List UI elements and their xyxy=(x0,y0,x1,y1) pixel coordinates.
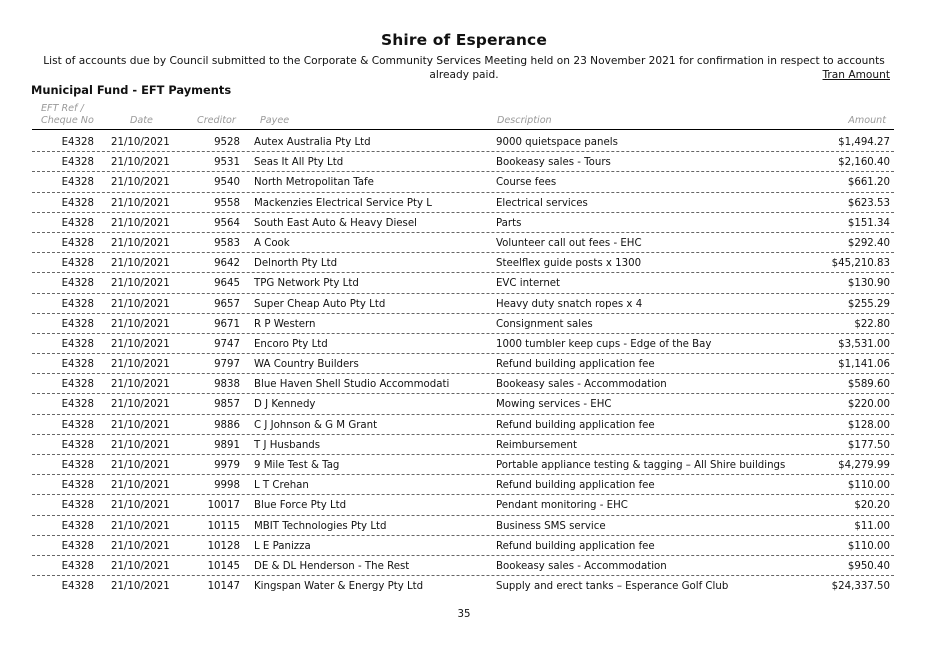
column-header-date: Date xyxy=(130,115,153,126)
description-cell: Refund building application fee xyxy=(496,419,655,431)
creditor-cell: 9642 xyxy=(214,258,240,270)
date-cell: 21/10/2021 xyxy=(111,379,170,391)
creditor-cell: 10017 xyxy=(207,500,240,512)
date-cell: 21/10/2021 xyxy=(111,540,170,552)
amount-cell: $292.40 xyxy=(847,237,890,249)
amount-cell: $220.00 xyxy=(847,399,890,411)
amount-cell: $3,531.00 xyxy=(838,338,890,350)
description-cell: Steelflex guide posts x 1300 xyxy=(496,258,642,270)
creditor-cell: 10128 xyxy=(207,540,240,552)
header-rule xyxy=(32,129,894,130)
amount-cell: $110.00 xyxy=(847,540,890,552)
payee-cell: Blue Force Pty Ltd xyxy=(254,500,347,512)
eft-ref-cell: E4328 xyxy=(61,399,94,411)
eft-ref-cell: E4328 xyxy=(61,520,94,532)
description-cell: 1000 tumbler keep cups - Edge of the Bay xyxy=(496,338,712,350)
creditor-cell: 9747 xyxy=(214,338,240,350)
payee-cell: C J Johnson & G M Grant xyxy=(254,419,378,431)
date-cell: 21/10/2021 xyxy=(111,520,170,532)
payee-cell: T J Husbands xyxy=(254,439,321,451)
payee-cell: South East Auto & Heavy Diesel xyxy=(254,217,417,229)
payee-cell: A Cook xyxy=(254,237,290,249)
table-row xyxy=(32,193,894,213)
eft-ref-cell: E4328 xyxy=(61,460,94,471)
description-cell: EVC internet xyxy=(496,278,561,290)
page-title: Shire of Esperance xyxy=(381,31,547,49)
description-cell: Heavy duty snatch ropes x 4 xyxy=(496,298,643,310)
eft-ref-cell: E4328 xyxy=(61,581,94,593)
creditor-cell: 9886 xyxy=(214,419,240,431)
eft-ref-cell: E4328 xyxy=(61,500,94,512)
eft-ref-cell: E4328 xyxy=(61,237,94,249)
payee-cell: MBIT Technologies Pty Ltd xyxy=(254,520,387,532)
date-cell: 21/10/2021 xyxy=(111,480,170,492)
table-row xyxy=(32,152,894,172)
amount-cell: $45,210.83 xyxy=(831,258,890,270)
date-cell: 21/10/2021 xyxy=(111,137,170,148)
date-cell: 21/10/2021 xyxy=(111,237,170,249)
payee-cell: Encoro Pty Ltd xyxy=(254,338,328,350)
table-row xyxy=(32,294,894,314)
description-cell: Business SMS service xyxy=(496,520,606,532)
table-row xyxy=(32,475,894,495)
column-header-ref xyxy=(41,103,94,127)
date-cell: 21/10/2021 xyxy=(111,197,170,209)
date-cell: 21/10/2021 xyxy=(111,460,170,471)
date-cell: 21/10/2021 xyxy=(111,157,170,169)
payee-cell: 9 Mile Test & Tag xyxy=(254,460,340,471)
amount-cell: $950.40 xyxy=(847,560,890,572)
table-row xyxy=(32,273,894,293)
description-cell: Mowing services - EHC xyxy=(496,399,612,411)
eft-ref-cell: E4328 xyxy=(61,540,94,552)
table-row xyxy=(32,516,894,536)
payee-cell: L E Panizza xyxy=(254,540,311,552)
creditor-cell: 10147 xyxy=(207,581,240,593)
amount-cell: $177.50 xyxy=(847,439,890,451)
creditor-cell: 9671 xyxy=(214,318,240,330)
creditor-cell: 9979 xyxy=(214,460,240,471)
eft-ref-cell: E4328 xyxy=(61,298,94,310)
eft-ref-cell: E4328 xyxy=(61,379,94,391)
eft-ref-cell: E4328 xyxy=(61,157,94,169)
table-row xyxy=(32,374,894,394)
date-cell: 21/10/2021 xyxy=(111,298,170,310)
amount-cell: $2,160.40 xyxy=(838,157,890,169)
table-row xyxy=(32,132,894,152)
description-cell: Pendant monitoring - EHC xyxy=(496,500,628,512)
date-cell: 21/10/2021 xyxy=(111,217,170,229)
creditor-cell: 9558 xyxy=(214,197,240,209)
date-cell: 21/10/2021 xyxy=(111,419,170,431)
payee-cell: Mackenzies Electrical Service Pty L xyxy=(254,197,432,209)
eft-ref-cell: E4328 xyxy=(61,439,94,451)
date-cell: 21/10/2021 xyxy=(111,258,170,270)
description-cell: Refund building application fee xyxy=(496,540,655,552)
date-cell: 21/10/2021 xyxy=(111,318,170,330)
date-cell: 21/10/2021 xyxy=(111,439,170,451)
payee-cell: Blue Haven Shell Studio Accommodati xyxy=(254,379,450,391)
column-header-ref-line2: Cheque No xyxy=(41,115,94,126)
description-cell: Supply and erect tanks – Esperance Golf Club xyxy=(496,581,729,593)
amount-cell: $4,279.99 xyxy=(838,460,890,471)
date-cell: 21/10/2021 xyxy=(111,399,170,411)
payee-cell: DE & DL Henderson - The Rest xyxy=(254,560,410,572)
payee-cell: Kingspan Water & Energy Pty Ltd xyxy=(254,581,424,593)
date-cell: 21/10/2021 xyxy=(111,359,170,371)
column-header-ref-line1: EFT Ref / xyxy=(41,103,84,114)
column-header-payee: Payee xyxy=(260,115,290,126)
eft-ref-cell: E4328 xyxy=(61,419,94,431)
eft-ref-cell: E4328 xyxy=(61,560,94,572)
table-row xyxy=(32,394,894,414)
amount-cell: $24,337.50 xyxy=(831,581,890,593)
description-cell: Consignment sales xyxy=(496,318,593,330)
table-row xyxy=(32,172,894,192)
amount-cell: $1,141.06 xyxy=(838,359,890,371)
payee-cell: TPG Network Pty Ltd xyxy=(254,278,359,290)
table-row xyxy=(32,495,894,515)
amount-cell: $1,494.27 xyxy=(838,137,890,148)
amount-cell: $151.34 xyxy=(847,217,890,229)
description-cell: 9000 quietspace panels xyxy=(496,137,618,148)
eft-ref-cell: E4328 xyxy=(61,318,94,330)
payee-cell: R P Western xyxy=(254,318,316,330)
eft-ref-cell: E4328 xyxy=(61,359,94,371)
payee-cell: Seas It All Pty Ltd xyxy=(254,157,344,169)
creditor-cell: 9657 xyxy=(214,298,240,310)
date-cell: 21/10/2021 xyxy=(111,177,170,189)
creditor-cell: 9583 xyxy=(214,237,240,249)
creditor-cell: 9891 xyxy=(214,439,240,451)
payee-cell: D J Kennedy xyxy=(254,399,316,411)
creditor-cell: 9531 xyxy=(214,157,240,169)
description-cell: Refund building application fee xyxy=(496,359,655,371)
amount-cell: $110.00 xyxy=(847,480,890,492)
table-row xyxy=(32,233,894,253)
amount-cell: $623.53 xyxy=(847,197,890,209)
amount-cell: $11.00 xyxy=(854,520,890,532)
eft-ref-cell: E4328 xyxy=(61,338,94,350)
creditor-cell: 9838 xyxy=(214,379,240,391)
date-cell: 21/10/2021 xyxy=(111,560,170,572)
creditor-cell: 9645 xyxy=(214,278,240,290)
description-cell: Bookeasy sales - Accommodation xyxy=(496,560,667,572)
table-row xyxy=(32,213,894,233)
amount-cell: $128.00 xyxy=(847,419,890,431)
amount-cell: $20.20 xyxy=(854,500,890,512)
payee-cell: North Metropolitan Tafe xyxy=(254,177,374,189)
amount-cell: $22.80 xyxy=(854,318,890,330)
payments-table xyxy=(32,132,894,596)
tran-amount-label: Tran Amount xyxy=(822,69,890,81)
creditor-cell: 9797 xyxy=(214,359,240,371)
table-row xyxy=(32,435,894,455)
amount-cell: $661.20 xyxy=(847,177,890,189)
description-cell: Electrical services xyxy=(496,197,588,209)
payee-cell: WA Country Builders xyxy=(254,359,359,371)
report-subtitle: List of accounts due by Council submitted to the Corporate & Community Services Meeting held on 23 November 2021 for confirmation in respect to accounts already paid. xyxy=(43,55,885,81)
creditor-cell: 10115 xyxy=(207,520,240,532)
column-header-amount: Amount xyxy=(848,115,886,126)
creditor-cell: 9857 xyxy=(214,399,240,411)
description-cell: Bookeasy sales - Tours xyxy=(496,157,611,169)
table-row xyxy=(32,253,894,273)
creditor-cell: 9998 xyxy=(214,480,240,492)
date-cell: 21/10/2021 xyxy=(111,278,170,290)
description-cell: Refund building application fee xyxy=(496,480,655,492)
eft-ref-cell: E4328 xyxy=(61,177,94,189)
eft-ref-cell: E4328 xyxy=(61,137,94,148)
date-cell: 21/10/2021 xyxy=(111,500,170,512)
payee-cell: Delnorth Pty Ltd xyxy=(254,258,338,270)
description-cell: Bookeasy sales - Accommodation xyxy=(496,379,667,391)
description-cell: Course fees xyxy=(496,177,557,189)
column-header-description: Description xyxy=(497,115,552,126)
eft-ref-cell: E4328 xyxy=(61,258,94,270)
table-row xyxy=(32,334,894,354)
description-cell: Portable appliance testing & tagging – All Shire buildings xyxy=(496,460,786,471)
payee-cell: Autex Australia Pty Ltd xyxy=(254,137,371,148)
table-row xyxy=(32,455,894,475)
date-cell: 21/10/2021 xyxy=(111,338,170,350)
fund-title: Municipal Fund - EFT Payments xyxy=(31,83,232,97)
description-cell: Parts xyxy=(496,217,522,229)
creditor-cell: 9528 xyxy=(214,137,240,148)
payee-cell: Super Cheap Auto Pty Ltd xyxy=(254,298,386,310)
description-cell: Reimbursement xyxy=(496,439,577,451)
amount-cell: $589.60 xyxy=(847,379,890,391)
eft-ref-cell: E4328 xyxy=(61,278,94,290)
eft-ref-cell: E4328 xyxy=(61,197,94,209)
creditor-cell: 10145 xyxy=(207,560,240,572)
table-row xyxy=(32,415,894,435)
table-row xyxy=(32,536,894,556)
table-row xyxy=(32,576,894,596)
date-cell: 21/10/2021 xyxy=(111,581,170,593)
amount-cell: $255.29 xyxy=(847,298,890,310)
eft-ref-cell: E4328 xyxy=(61,217,94,229)
eft-ref-cell: E4328 xyxy=(61,480,94,492)
table-row xyxy=(32,354,894,374)
payee-cell: L T Crehan xyxy=(254,480,309,492)
table-row xyxy=(32,314,894,334)
table-row xyxy=(32,556,894,576)
page-number: 35 xyxy=(457,609,471,620)
creditor-cell: 9540 xyxy=(214,177,240,189)
description-cell: Volunteer call out fees - EHC xyxy=(496,237,642,249)
amount-cell: $130.90 xyxy=(847,278,890,290)
creditor-cell: 9564 xyxy=(214,217,240,229)
column-header-creditor: Creditor xyxy=(197,115,236,126)
